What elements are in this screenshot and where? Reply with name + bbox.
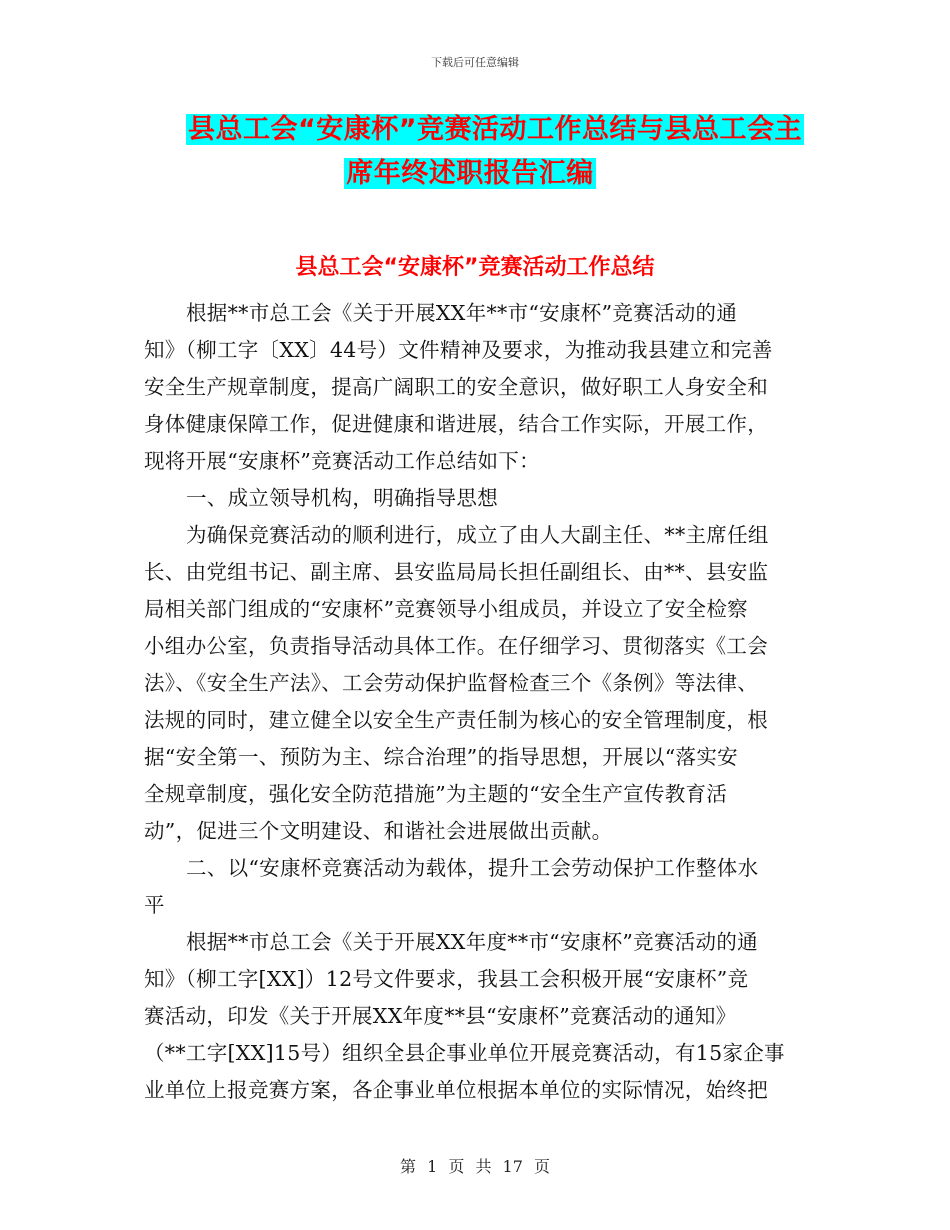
body-line: 根据**市总工会《关于开展XX年度**市“安康杯”竞赛活动的通 [186, 930, 758, 954]
heading-line: 二、以“安康杯竞赛活动为载体，提升工会劳动保护工作整体水 [186, 856, 759, 880]
body-line: 为确保竞赛活动的顺利进行，成立了由人大副主任、**主席任组 [186, 523, 769, 547]
body-line: 局相关部门组成的“安康杯”竞赛领导小组成员，并设立了安全检察 [144, 597, 748, 621]
body-line: 法规的同时，建立健全以安全生产责任制为核心的安全管理制度，根 [144, 708, 768, 732]
heading-line: 平 [144, 893, 165, 917]
body-line: 安全生产规章制度，提高广阔职工的安全意识，做好职工人身安全和 [144, 375, 768, 399]
body-line: 身体健康保障工作，促进健康和谐进展，结合工作实际，开展工作， [144, 412, 768, 436]
body-line: 知》（柳工字[XX]）12号文件要求，我县工会积极开展“安康杯”竞 [144, 967, 749, 991]
body-line: （**工字[XX]15号）组织全县企事业单位开展竞赛活动，有15家企事 [144, 1041, 785, 1065]
section-title: 县总工会“安康杯”竞赛活动工作总结 [295, 255, 655, 280]
body-line: 知》（柳工字〔XX〕44号）文件精神及要求，为推动我县建立和完善 [144, 338, 773, 362]
body-line: 长、由党组书记、副主席、县安监局局长担任副组长、由**、县安监 [144, 560, 769, 584]
body-line: 据“安全第一、预防为主、综合治理”的指导思想，开展以“落实安 [144, 745, 738, 769]
body-line: 业单位上报竞赛方案，各企事业单位根据本单位的实际情况，始终把 [144, 1078, 768, 1102]
header-note: 下载后可任意编辑 [431, 56, 519, 69]
body-line: 法》、《安全生产法》、工会劳动保护监督检查三个《条例》等法律、 [144, 671, 759, 695]
body-line: 小组办公室，负责指导活动具体工作。在仔细学习、贯彻落实《工会 [144, 634, 768, 658]
heading-line: 一、成立领导机构，明确指导思想 [186, 486, 498, 510]
body-line: 全规章制度，强化安全防范措施”为主题的“安全生产宣传教育活 [144, 782, 728, 806]
body-line: 现将开展“安康杯”竞赛活动工作总结如下： [144, 449, 540, 473]
page-number-footer: 第 1 页 共 17 页 [400, 1157, 550, 1176]
document-title-line-2: 席年终述职报告汇编 [346, 158, 594, 189]
document-title-line-1: 县总工会“安康杯”竞赛活动工作总结与县总工会主 [188, 114, 802, 145]
body-line: 赛活动，印发《关于开展XX年度**县“安康杯”竞赛活动的通知》 [144, 1004, 737, 1028]
body-line: 根据**市总工会《关于开展XX年**市“安康杯”竞赛活动的通 [186, 301, 738, 325]
body-line: 动”，促进三个文明建设、和谐社会进展做出贡献。 [144, 819, 613, 843]
